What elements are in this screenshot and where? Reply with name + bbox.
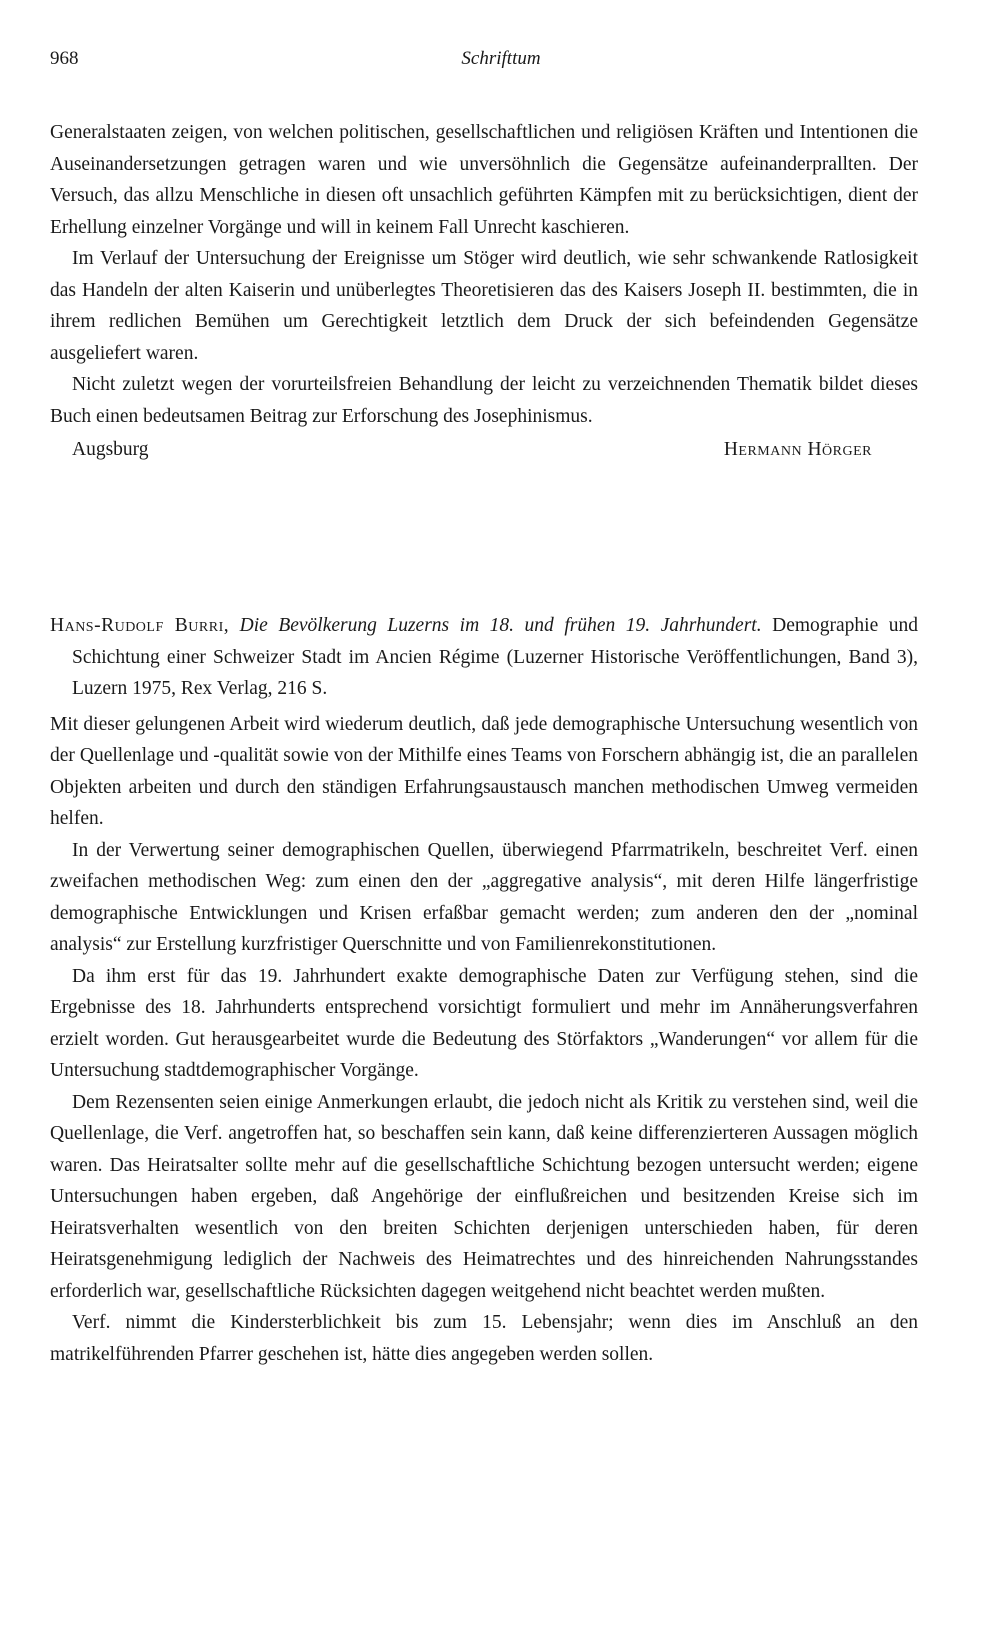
book-author: Hans-Rudolf Burri, [50,615,230,636]
review-paragraph: In der Verwertung seiner demographischen Quellen, überwiegend Pfarrmatrikeln, beschreitet Verf. einen zweifachen methodischen Weg: zum einen den der „aggregative analysis“, mit deren Hilfe längerfristige demographische Entwicklungen und Krisen erfaßbar gemacht werden; zum anderen den der „nominal analysis“ zur Erstellung kurzfristiger Querschnitte und von Familienrekonstitutionen. [50,839,918,955]
review-paragraph: Verf. nimmt die Kindersterblichkeit bis zum 15. Lebensjahr; wenn dies im Anschluß an den matrikelführenden Pfarrer geschehen ist, hätte dies angegeben werden sollen. [50,1312,918,1365]
reviewer-name: Hermann Hörger [723,439,872,460]
review-signature [50,434,918,466]
running-header [50,48,952,78]
review-paragraph: Im Verlauf der Untersuchung der Ereignisse um Stöger wird deutlich, wie sehr schwankende Ratlosigkeit das Handeln der alten Kaiserin und unüberlegtes Theoretisieren das des Kaisers Joseph II. bestimmten, die in ihrem redlichen Bemühen um Gerechtigkeit letztlich dem Druck der sich befeindenden Gegensätze ausgeliefert waren. [50,248,918,364]
review-paragraph: Da ihm erst für das 19. Jahrhundert exakte demographische Daten zur Verfügung stehen, sind die Ergebnisse des 18. Jahrhunderts entsprechend vorsichtigt formuliert und mehr im Annäherungsverfahren erzielt worden. Gut herausgearbeitet wurde die Bedeutung des Störfaktors „Wanderungen“ vor allem für die Untersuchung stadtdemographischer Vorgänge. [50,965,918,1081]
book-citation [50,610,918,705]
review-paragraph: Generalstaaten zeigen, von welchen politischen, gesellschaftlichen und religiösen Kräften und Intentionen die Auseinandersetzungen getragen waren und wie unversöhnlich die Gegensätze aufeinanderprallten. Der Versuch, das allzu Menschliche in diesen oft unsachlich geführten Kämpfen mit zu berücksichtigen, dient der Erhellung einzelner Vorgänge und will in keinem Fall Unrecht kaschieren. [50,122,918,238]
review-burri [50,610,918,1370]
review-paragraph: Nicht zuletzt wegen der vorurteilsfreien Behandlung der leicht zu verzeichnenden Thematik bildet dieses Buch einen bedeutsamen Beitrag zur Erforschung des Josephinismus. [50,374,918,427]
book-title: Die Bevölkerung Luzerns im 18. und frühen 19. Jahrhundert. [239,615,762,636]
review-paragraph: Dem Rezensenten seien einige Anmerkungen erlaubt, die jedoch nicht als Kritik zu verstehen sind, weil die Quellenlage, die Verf. angetroffen hat, so beschaffen sein kann, daß keine differenzierteren Aussagen möglich waren. Das Heiratsalter sollte mehr auf die gesellschaftliche Schichtung bezogen untersucht werden; eigene Untersuchungen haben ergeben, daß Angehörige der einflußreichen und besitzenden Kreise sich im Heiratsverhalten wesentlich von den breiten Schichten derjenigen unterschieden haben, für deren Heiratsgenehmigung lediglich der Nachweis des Heimatrechtes und des hinreichenden Nahrungsstandes erforderlich war, gesellschaftliche Rücksichten dagegen weitgehend nicht beachtet werden mußten. [50,1091,918,1302]
book-details: Demographie und Schichtung einer Schweizer Stadt im Ancien Régime (Luzerner Historische Veröffentlichungen, Band 3), Luzern 1975, Rex Verlag, 216 S. [72,615,919,699]
review-paragraph: Mit dieser gelungenen Arbeit wird wiederum deutlich, daß jede demographische Untersuchung wesentlich von der Quellenlage und -qualität sowie von der Mithilfe eines Teams von Forschern abhängig ist, die an parallelen Objekten arbeiten und durch den ständigen Erfahrungsaustausch manchen methodischen Umweg vermeiden helfen. [50,713,918,829]
page-number: 968 [50,48,79,69]
section-title: Schrifttum [461,48,541,69]
review-hoerger [50,117,918,466]
review-place: Augsburg [72,439,149,460]
